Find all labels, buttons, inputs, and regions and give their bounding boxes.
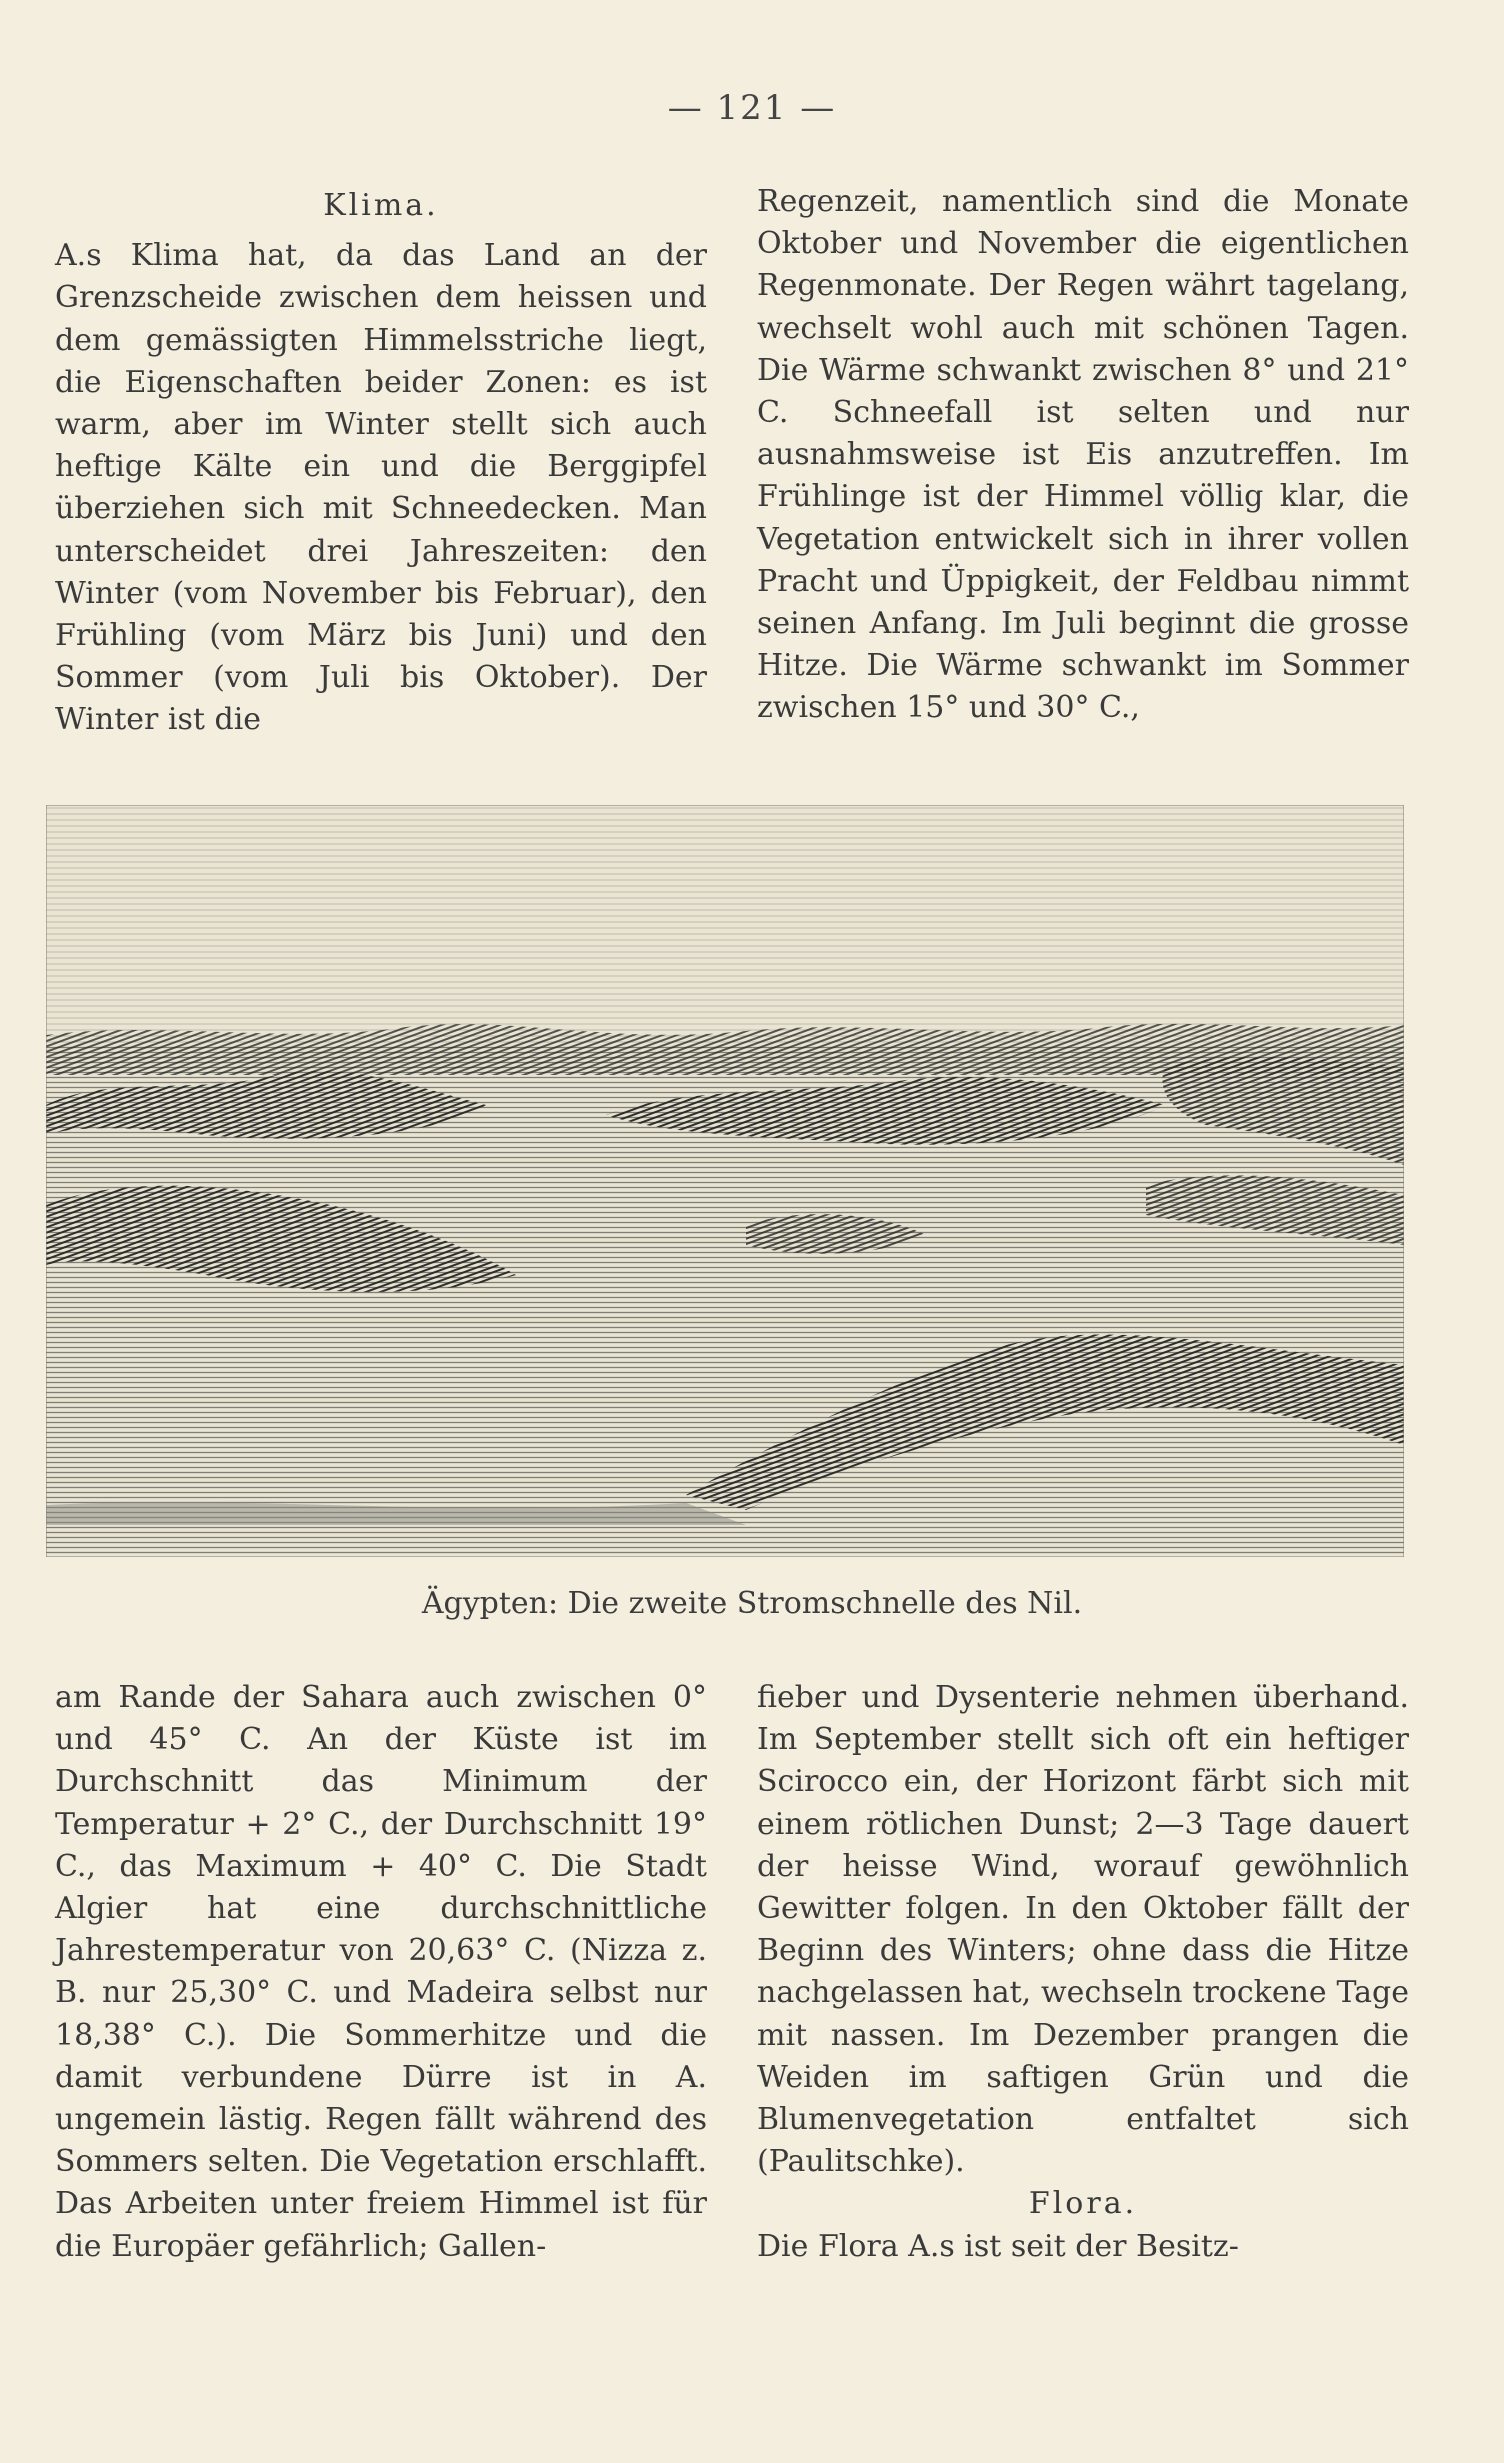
paragraph-regenzeit: Regenzeit, namentlich sind die Monate Oktober und November die eigentlichen Regenmonate. Der Regen währt tagelang, wechselt wohl auch mit schönen Tagen. Die Wärme schwankt zwischen 8° und 21° C. Schneefall ist selten und nur ausnahmsweise ist Eis anzutreffen. Im Frühlinge ist der Himmel völlig klar, die Vegetation entwickelt sich in ihrer vollen Pracht und Üppigkeit, der Feldbau nimmt seinen Anfang. Im Juli beginnt die grosse Hitze. Die Wärme schwankt im Sommer zwischen 15° und 30° C., — [757, 184, 1409, 726]
paragraph-sahara: am Rande der Sahara auch zwischen 0° und 45° C. An der Küste ist im Durchschnitt das Minimum der Temperatur + 2° C., der Durchschnitt 19° C., das Maximum + 40° C. Die Stadt Algier hat eine durchschnittliche Jahrestemperatur von 20,63° C. (Nizza z. B. nur 25,30° C. und Madeira selbst nur 18,38° C.). Die Sommerhitze und die damit verbundene Dürre ist in A. ungemein lästig. Regen fällt während des Sommers selten. Die Vegetation erschlafft. Das Arbeiten unter freiem Himmel ist für die Europäer gefährlich; Gallen- — [55, 1680, 707, 2264]
nile-rapids-engraving — [46, 805, 1404, 1557]
column-bottom-left — [55, 1677, 707, 2268]
column-top-left — [55, 185, 707, 742]
section-heading-flora: Flora. — [1028, 2186, 1138, 2222]
paragraph-klima: A.s Klima hat, da das Land an der Grenzscheide zwischen dem heissen und dem gemässigten Himmelsstriche liegt, die Eigenschaften beider Zonen: es ist warm, aber im Winter stellt sich auch heftige Kälte ein und die Berggipfel überziehen sich mit Schneedecken. Man unterscheidet drei Jahreszeiten: den Winter (vom November bis Februar), den Frühling (vom März bis Juni) und den Sommer (vom Juli bis Oktober). Der Winter ist die — [55, 238, 707, 738]
section-heading-klima: Klima. — [323, 188, 439, 223]
paragraph-scirocco: fieber und Dysenterie nehmen überhand. Im September stellt sich oft ein heftiger Scirocco ein, der Horizont färbt sich mit einem rötlichen Dunst; 2—3 Tage dauert der heisse Wind, worauf gewöhnlich Gewitter folgen. In den Oktober fällt der Beginn des Winters; ohne dass die Hitze nachgelassen hat, wechseln trockene Tage mit nassen. Im Dezember prangen die Weiden im saftigen Grün und die Blumenvegetation entfaltet sich (Paulitschke). — [757, 1680, 1409, 2180]
column-bottom-right — [757, 1677, 1409, 2268]
paragraph-flora: Die Flora A.s ist seit der Besitz- — [757, 2228, 1239, 2264]
figure-caption: Ägypten: Die zweite Stromschnelle des Nil. — [421, 1586, 1083, 1621]
page-number: — 121 — — [667, 88, 837, 128]
column-top-right — [757, 181, 1409, 730]
engraving-illustration — [46, 805, 1404, 1557]
